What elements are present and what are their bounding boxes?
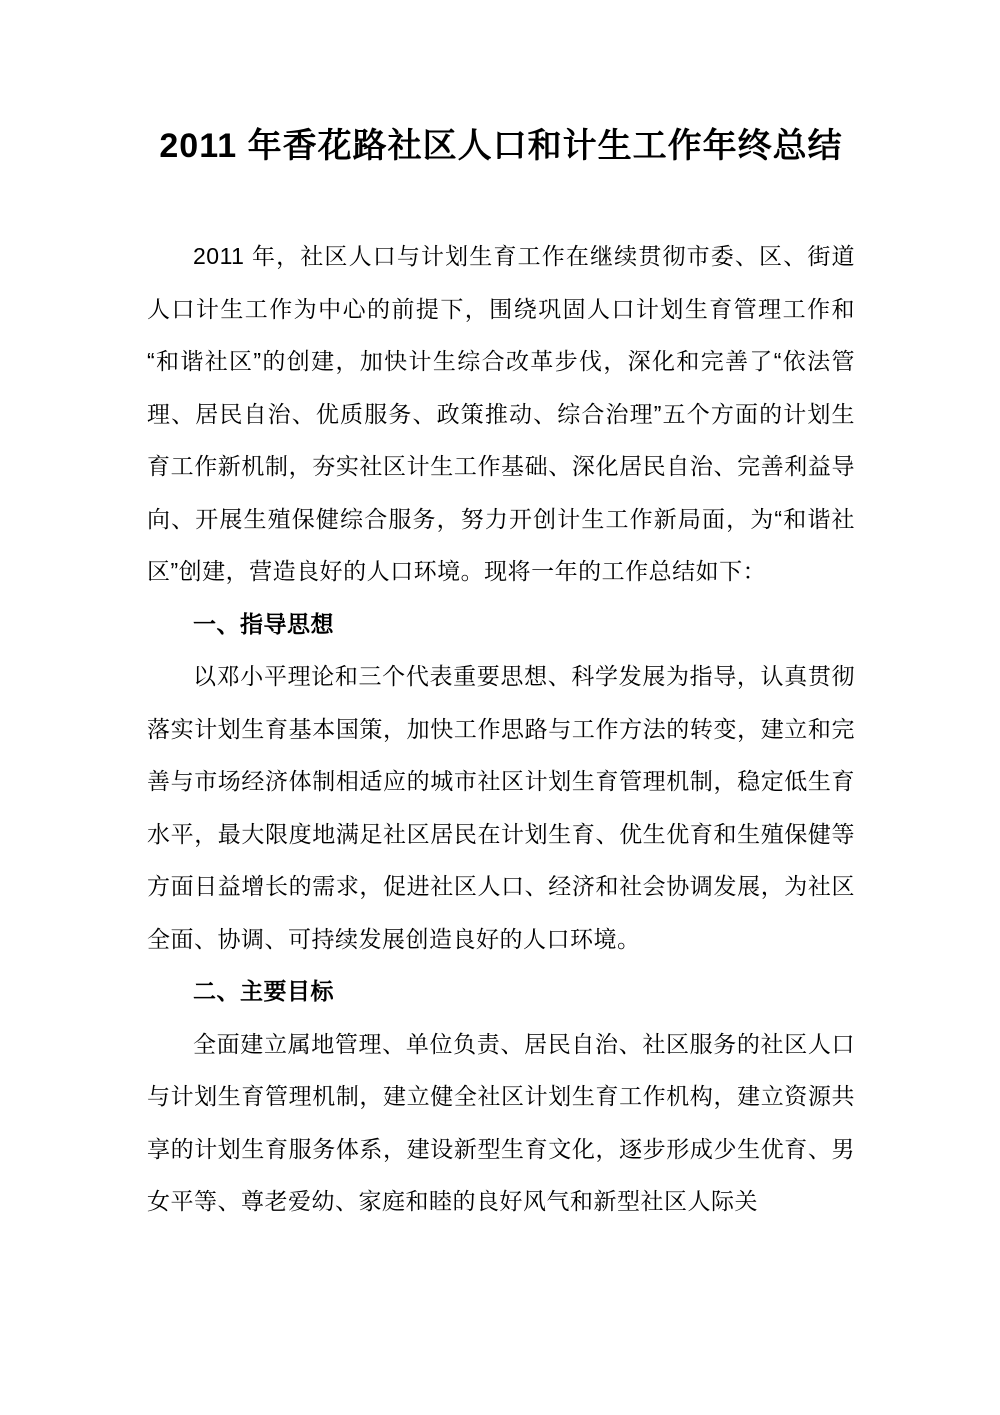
paragraph-guiding-ideology: 以邓小平理论和三个代表重要思想、科学发展为指导，认真贯彻落实计划生育基本国策，加快工作思路与工作方法的转变，建立和完善与市场经济体制相适应的城市社区计划生育管理机制，稳定低生育水平，最大限度地满足社区居民在计划生育、优生优育和生殖保健等方面日益增长的需求，促进社区人口、经济和社会协调发展，为社区全面、协调、可持续发展创造良好的人口环境。 [147,663,855,952]
paragraph-intro: 2011 年，社区人口与计划生育工作在继续贯彻市委、区、街道人口计生工作为中心的前提下，围绕巩固人口计划生育管理工作和“和谐社区”的创建，加快计生综合改革步伐，深化和完善了“依法管理、居民自治、优质服务、政策推动、综合治理”五个方面的计划生育工作新机制，夯实社区计生工作基础、深化居民自治、完善利益导向、开展生殖保健综合服务，努力开创计生工作新局面，为“和谐社区”创建，营造良好的人口环境。现将一年的工作总结如下： [147,243,855,584]
section-heading-main-goals: 二、主要目标 [193,978,334,1004]
section-heading-guiding-ideology: 一、指导思想 [193,610,334,637]
paragraph-main-goals: 全面建立属地管理、单位负责、居民自治、社区服务的社区人口与计划生育管理机制，建立健全社区计划生育工作机构，建立资源共享的计划生育服务体系，建设新型生育文化，逐步形成少生优育、男女平等、尊老爱幼、家庭和睦的良好风气和新型社区人际关 [147,1030,855,1214]
document-title: 2011 年香花路社区人口和计生工作年终总结 [159,127,843,165]
